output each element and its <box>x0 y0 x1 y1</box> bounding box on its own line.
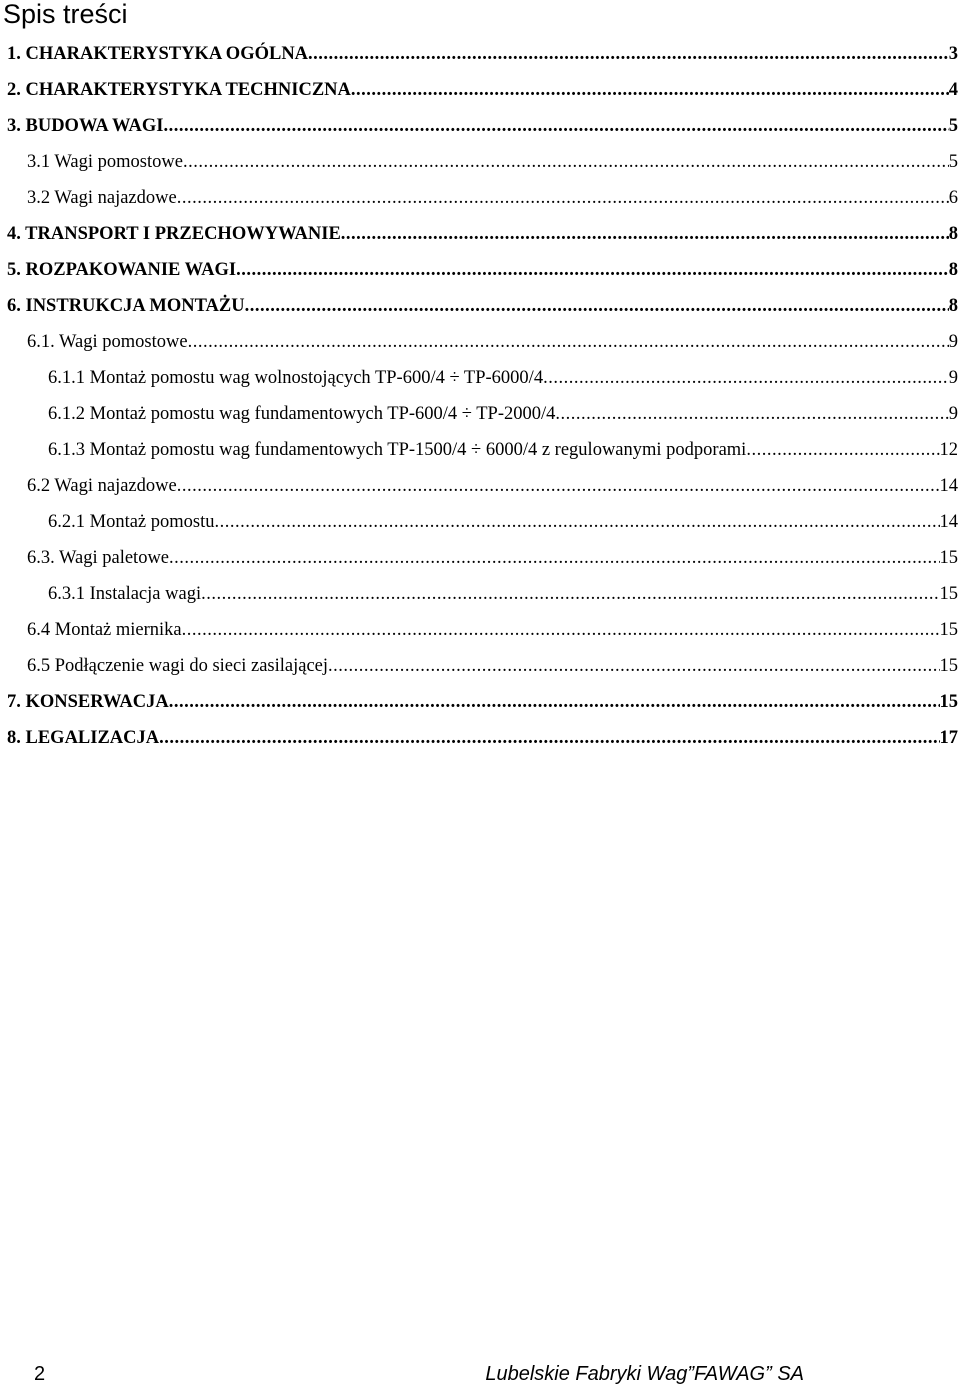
toc-entry-text: 6.3. Wagi paletowe <box>27 548 170 568</box>
dot-leader <box>543 366 949 390</box>
toc-entry-text: 8. LEGALIZACJA <box>7 728 160 748</box>
dot-leader <box>215 510 940 534</box>
toc-entry-6-3[interactable] <box>27 546 960 570</box>
toc-entry-page: 9 <box>948 332 958 352</box>
toc-entry-page: 15 <box>939 692 958 712</box>
toc-entry-text: 4. TRANSPORT I PRZECHOWYWANIE <box>7 224 341 244</box>
toc-entry-text: 3.1 Wagi pomostowe <box>27 152 183 172</box>
dot-leader <box>177 474 940 498</box>
toc-entry-text: 2. CHARAKTERYSTYKA TECHNICZNA <box>7 80 351 100</box>
toc-entry-8[interactable] <box>7 726 960 750</box>
toc-entry-page: 9 <box>948 368 958 388</box>
toc-entry-text: 3.2 Wagi najazdowe <box>27 188 177 208</box>
dot-leader <box>201 582 939 606</box>
toc-entry-page: 15 <box>939 548 958 568</box>
toc-entry-page: 3 <box>948 44 958 64</box>
toc-entry-text: 6.1. Wagi pomostowe <box>27 332 188 352</box>
toc-entry-6-1-3[interactable] <box>48 438 960 462</box>
toc-entry-text: 6. INSTRUKCJA MONTAŻU <box>7 296 245 316</box>
toc-title: Spis treści <box>3 0 128 29</box>
dot-leader <box>183 150 949 174</box>
toc-entry-1[interactable] <box>7 42 960 66</box>
toc-entry-page: 14 <box>939 476 958 496</box>
toc-entry-2[interactable] <box>7 78 960 102</box>
toc-entry-page: 8 <box>948 260 958 280</box>
toc-entry-text: 6.4 Montaż miernika <box>27 620 182 640</box>
toc-entry-6[interactable] <box>7 294 960 318</box>
toc-entry-6-1[interactable] <box>27 330 960 354</box>
toc-entry-6-5[interactable] <box>27 654 960 678</box>
toc-entry-page: 8 <box>948 224 958 244</box>
toc-entry-page: 4 <box>948 80 958 100</box>
toc-entry-text: 6.3.1 Instalacja wagi <box>48 584 202 604</box>
toc-entry-7[interactable] <box>7 690 960 714</box>
dot-leader <box>351 78 949 102</box>
dot-leader <box>188 330 949 354</box>
toc-entry-page: 15 <box>939 656 958 676</box>
toc-entry-6-3-1[interactable] <box>48 582 960 606</box>
toc-entry-6-4[interactable] <box>27 618 960 642</box>
toc-entry-text: 6.5 Podłączenie wagi do sieci zasilającej <box>27 656 329 676</box>
toc-entry-page: 8 <box>948 296 958 316</box>
toc-entry-text: 3. BUDOWA WAGI <box>7 116 164 136</box>
footer-page-number: 2 <box>34 1363 46 1385</box>
toc-entry-text: 7. KONSERWACJA <box>7 692 169 712</box>
dot-leader <box>245 294 949 318</box>
toc-entry-3-2[interactable] <box>27 186 960 210</box>
toc-entry-3[interactable] <box>7 114 960 138</box>
toc-entry-6-1-2[interactable] <box>48 402 960 426</box>
toc-entry-6-2[interactable] <box>27 474 960 498</box>
toc-entry-page: 15 <box>939 620 958 640</box>
toc-entry-text: 6.2.1 Montaż pomostu <box>48 512 215 532</box>
toc-entry-6-1-1[interactable] <box>48 366 960 390</box>
dot-leader <box>746 438 939 462</box>
toc-entry-4[interactable] <box>7 222 960 246</box>
dot-leader <box>555 402 948 426</box>
toc-entry-text: 6.2 Wagi najazdowe <box>27 476 177 496</box>
toc-entry-6-2-1[interactable] <box>48 510 960 534</box>
dot-leader <box>182 618 940 642</box>
toc-entry-text: 6.1.1 Montaż pomostu wag wolnostojących TP-600/4 ÷ TP-6000/4 <box>48 368 544 388</box>
dot-leader <box>169 690 940 714</box>
toc-entry-5[interactable] <box>7 258 960 282</box>
footer-company-name: Lubelskie Fabryki Wag”FAWAG” SA <box>485 1363 804 1385</box>
toc-entry-text: 1. CHARAKTERYSTYKA OGÓLNA <box>7 44 309 64</box>
dot-leader <box>169 546 939 570</box>
toc-entry-page: 12 <box>939 440 958 460</box>
dot-leader <box>328 654 939 678</box>
dot-leader <box>163 114 948 138</box>
toc-entry-page: 5 <box>948 116 958 136</box>
dot-leader <box>308 42 949 66</box>
dot-leader <box>159 726 939 750</box>
toc-entry-page: 5 <box>948 152 958 172</box>
toc-entry-page: 14 <box>939 512 958 532</box>
toc-entry-page: 17 <box>939 728 958 748</box>
dot-leader <box>177 186 949 210</box>
dot-leader <box>236 258 949 282</box>
toc-entry-text: 6.1.2 Montaż pomostu wag fundamentowych TP-600/4 ÷ TP-2000/4 <box>48 404 556 424</box>
toc-entry-3-1[interactable] <box>27 150 960 174</box>
toc-entry-page: 9 <box>948 404 958 424</box>
dot-leader <box>341 222 949 246</box>
toc-entry-page: 15 <box>939 584 958 604</box>
toc-entry-page: 6 <box>948 188 958 208</box>
toc-entry-text: 5. ROZPAKOWANIE WAGI <box>7 260 237 280</box>
toc-entry-text: 6.1.3 Montaż pomostu wag fundamentowych TP-1500/4 ÷ 6000/4 z regulowanymi podporami <box>48 440 747 460</box>
